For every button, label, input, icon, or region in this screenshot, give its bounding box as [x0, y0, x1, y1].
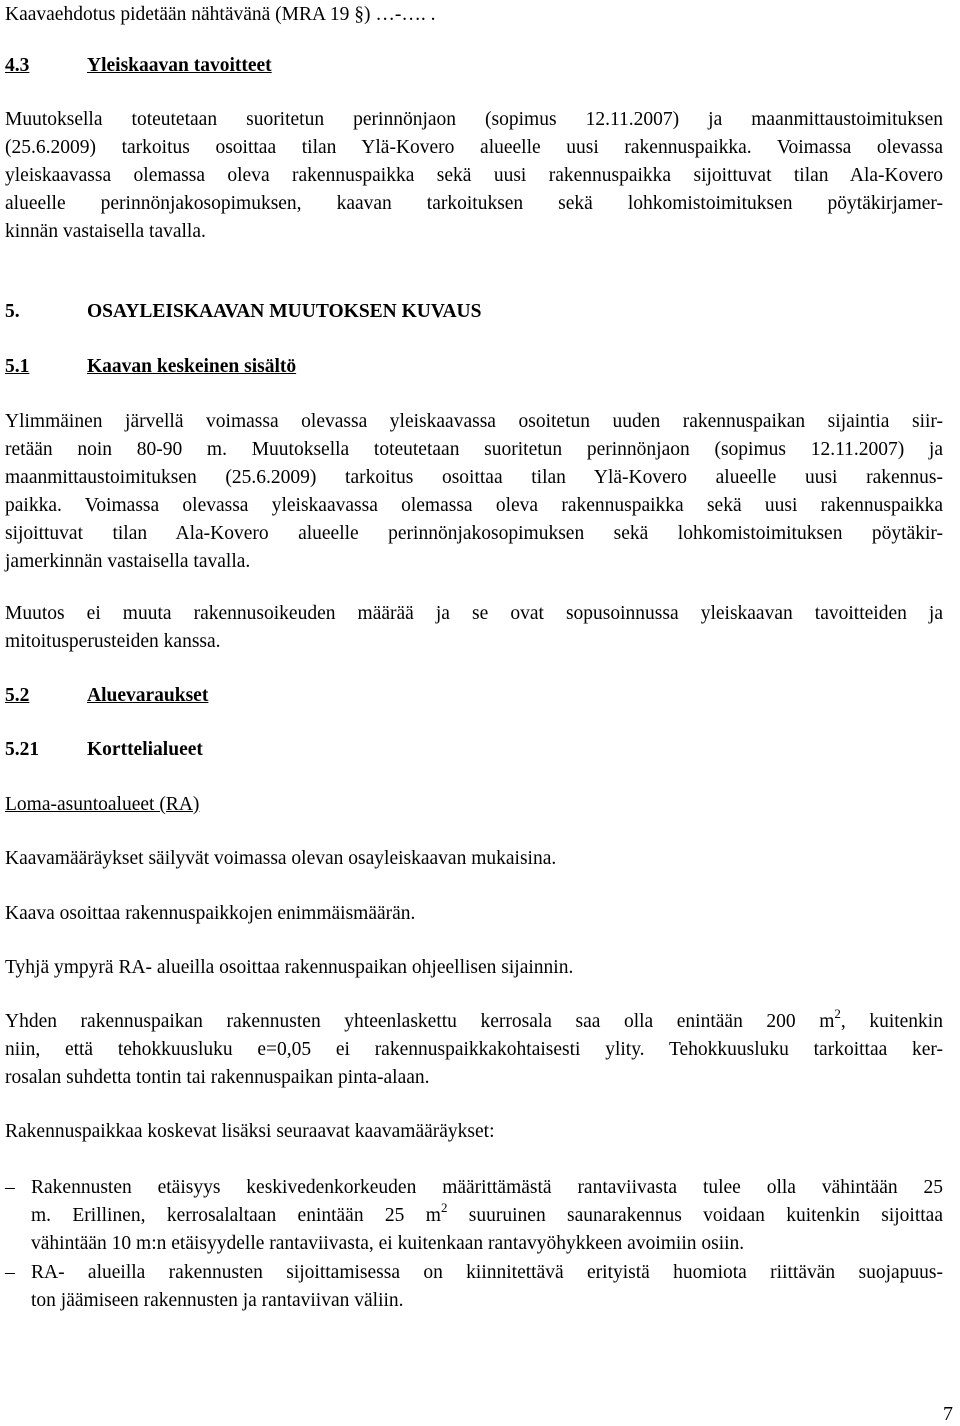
paragraph-line: alueelle perinnönjakosopimuksen, kaavan tarkoituksen sekä lohkomistoimituksen pöytäkirjamer- [5, 193, 943, 214]
heading-5 [5, 300, 481, 324]
text-segment: Yhden rakennuspaikan rakennusten yhteenlaskettu kerrosala saa olla enintään 200 m [5, 1011, 835, 1032]
heading-4-3 [5, 54, 272, 78]
heading-5-1-title: Kaavan keskeinen sisältö [87, 356, 297, 377]
ra-paragraph-1: Kaavamääräykset säilyvät voimassa olevan osayleiskaavan mukaisina. [5, 848, 557, 869]
paragraph-line: Ylimmäinen järvellä voimassa olevassa yleiskaavassa osoitetun uuden rakennuspaikan sijaintia siir- [5, 411, 943, 432]
heading-5-2-title: Aluevaraukset [87, 685, 209, 706]
heading-5-2-number: 5.2 [5, 685, 30, 706]
paragraph-line: Muutoksella toteutetaan suoritetun perinnönjaon (sopimus 12.11.2007) ja maanmittaustoimituksen [5, 109, 943, 130]
bullet-dash: – [5, 1177, 15, 1198]
heading-4-3-title: Yleiskaavan tavoitteet [87, 55, 272, 76]
bullet-2-line: RA- alueilla rakennusten sijoittamisessa on kiinnitettävä erityistä huomiota riittävän suojapuus- [31, 1262, 943, 1283]
superscript: 2 [440, 1200, 448, 1215]
bullet-2-line: ton jäämiseen rakennusten ja rantaviivan väliin. [31, 1290, 404, 1311]
bullet-1-line [31, 1200, 943, 1228]
bullet-1-line: vähintään 10 m:n etäisyydelle rantaviivasta, ei kuitenkaan rantavyöhykkeen avoimiin osiin. [31, 1233, 745, 1254]
text-segment: suuruinen saunarakennus voidaan kuitenkin sijoittaa [447, 1205, 943, 1226]
top-line: Kaavaehdotus pidetään nähtävänä (MRA 19 §) …-…. . [5, 4, 436, 25]
text-segment: m. Erillinen, kerrosalaltaan enintään 25 m [31, 1205, 441, 1226]
ra-paragraph-2: Kaava osoittaa rakennuspaikkojen enimmäismäärän. [5, 903, 416, 924]
paragraph-line: rosalan suhdetta tontin tai rakennuspaikan pinta-alaan. [5, 1067, 430, 1088]
paragraph-line: niin, että tehokkuusluku e=0,05 ei rakennuspaikkakohtaisesti ylity. Tehokkuusluku tarkoittaa ker- [5, 1039, 943, 1060]
paragraph-line: jamerkinnän vastaisella tavalla. [5, 551, 251, 572]
bullet-1-line: Rakennusten etäisyys keskivedenkorkeuden määrittämästä rantaviivasta tulee olla vähintään 25 [31, 1177, 943, 1198]
bullet-dash: – [5, 1262, 15, 1283]
paragraph-line: sijoittuvat tilan Ala-Kovero alueelle perinnönjakosopimuksen sekä lohkomistoimituksen pöytäkir- [5, 523, 943, 544]
superscript: 2 [834, 1006, 841, 1021]
ra-paragraph-5: Rakennuspaikkaa koskevat lisäksi seuraavat kaavamääräykset: [5, 1121, 495, 1142]
heading-4-3-number: 4.3 [5, 55, 30, 76]
heading-5-2 [5, 684, 208, 708]
heading-5-21-title: Korttelialueet [87, 739, 203, 760]
heading-5-1 [5, 355, 296, 379]
ra-paragraph-3: Tyhjä ympyrä RA- alueilla osoittaa rakennuspaikan ohjeellisen sijainnin. [5, 957, 574, 978]
paragraph-line: paikka. Voimassa olevassa yleiskaavassa olemassa oleva rakennuspaikka sekä uusi rakennuspaikka [5, 495, 943, 516]
paragraph-line [5, 1006, 943, 1034]
paragraph-line: Muutos ei muuta rakennusoikeuden määrää ja se ovat sopusoinnussa yleiskaavan tavoitteiden ja [5, 603, 943, 624]
heading-5-21 [5, 738, 203, 762]
paragraph-line: yleiskaavassa olemassa oleva rakennuspaikka sekä uusi rakennuspaikka sijoittuvat tilan Ala-Kovero [5, 165, 943, 186]
paragraph-line: kinnän vastaisella tavalla. [5, 221, 206, 242]
paragraph-line: maanmittaustoimituksen (25.6.2009) tarkoitus osoittaa tilan Ylä-Kovero alueelle uusi rakennus- [5, 467, 943, 488]
heading-5-title: OSAYLEISKAAVAN MUUTOKSEN KUVAUS [87, 301, 482, 322]
text-segment: , kuitenkin [840, 1011, 943, 1032]
page-number: 7 [943, 1403, 953, 1425]
subheading-ra: Loma-asuntoalueet (RA) [5, 794, 200, 815]
heading-5-21-number: 5.21 [5, 739, 40, 760]
heading-5-1-number: 5.1 [5, 356, 30, 377]
heading-5-number: 5. [5, 301, 20, 322]
paragraph-line: retään noin 80-90 m. Muutoksella toteutetaan suoritetun perinnönjaon (sopimus 12.11.2007) ja [5, 439, 943, 460]
paragraph-line: mitoitusperusteiden kanssa. [5, 631, 221, 652]
paragraph-line: (25.6.2009) tarkoitus osoittaa tilan Ylä-Kovero alueelle uusi rakennuspaikka. Voimassa olevassa [5, 137, 943, 158]
